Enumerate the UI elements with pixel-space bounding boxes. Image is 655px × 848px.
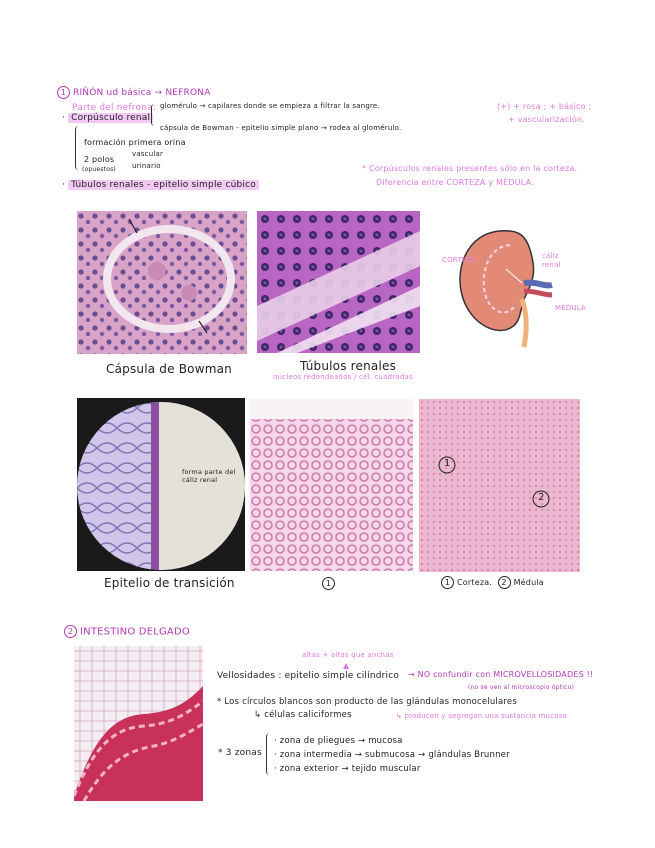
- section-1-number: 1: [57, 86, 70, 99]
- vell-note-text: NO confundir con MICROVELLOSIDADES !!: [417, 670, 594, 679]
- polo-urinario: urinario: [132, 162, 161, 170]
- caption-tubulos: Túbulos renales: [300, 359, 397, 373]
- caliciformes-note: ↳ producen y segregan una sustancia mucosa.: [396, 712, 570, 720]
- vellosidades-line: Vellosidades : epitelio simple cilíndrico: [217, 671, 400, 681]
- corpusculo-brace: [151, 104, 158, 126]
- kidney-label-caliz: cáliz renal: [542, 252, 561, 269]
- caption-lowpower-num-b: 2: [498, 576, 511, 589]
- polo-vascular: vascular: [132, 150, 164, 158]
- note-right-2: + vascularización.: [508, 115, 585, 124]
- zona-1: · zona de pliegues → mucosa: [274, 736, 403, 746]
- vell-note-sub: (no se ven al microscopio óptico): [468, 684, 575, 691]
- note-mid-1: * Corpúsculos renales presentes sólo en la corteza.: [362, 164, 578, 173]
- corpusculo-label: · Corpúsculo renal: [62, 113, 153, 123]
- kidney-lowpower-micrograph: [419, 399, 580, 572]
- transitional-epithelium-micrograph: [77, 398, 245, 571]
- capsula-line: cápsula de Bowman - epitelio simple plano → rodea al glomérulo.: [160, 124, 402, 132]
- polos-label: 2 polos: [84, 155, 115, 164]
- kidney-illustration: [440, 225, 590, 350]
- section-1-title-text: RIÑÓN ud básica → NEFRONA: [73, 88, 211, 98]
- section-2-title: [64, 625, 190, 638]
- vell-note: → NO confundir con MICROVELLOSIDADES !!: [408, 670, 594, 679]
- corpusculo-text: Corpúsculo renal: [68, 113, 153, 123]
- nephron-parts-label: Parte del nefrona:: [72, 103, 157, 113]
- vell-above-note: altas + altas que anchas: [302, 651, 394, 659]
- kidney-label-corteza: CORTEZA: [442, 256, 477, 264]
- caption-transicion: Epitelio de transición: [104, 576, 235, 590]
- lowpower-mark-1: 1: [444, 458, 451, 469]
- polos-opuestos: (opuestos): [82, 166, 116, 173]
- corpusculo-branch: [75, 126, 82, 170]
- caption-cortex-number: 1: [322, 577, 335, 590]
- renal-tubules-micrograph: [257, 211, 420, 353]
- caption-lowpower: [441, 576, 544, 589]
- note-mid-2: Diferencia entre CORTEZA y MÉDULA.: [376, 178, 534, 187]
- small-intestine-micrograph: [74, 646, 203, 801]
- bowman-capsule-micrograph: [77, 211, 247, 354]
- caption-lowpower-text-b: Médula: [513, 578, 544, 587]
- tubulos-text: Túbulos renales - epitelio simple cúbico: [68, 180, 259, 190]
- section-2-number: 2: [64, 625, 77, 638]
- circulos-line: * Los círculos blancos son producto de las glándulas monocelulares: [217, 697, 517, 707]
- caption-lowpower-num-a: 1: [441, 576, 454, 589]
- formacion-orina: formación primera orina: [84, 138, 186, 147]
- tres-zonas-label: * 3 zonas: [218, 748, 262, 758]
- caption-lowpower-text-a: Corteza.: [457, 578, 493, 587]
- glomerulo-line: glomérulo → capilares donde se empieza a filtrar la sangre.: [160, 102, 380, 110]
- note-right-1: (+) + rosa ; + básico ;: [497, 102, 592, 111]
- zona-3: · zona exterior → tejido muscular: [274, 764, 421, 774]
- lowpower-mark-2: 2: [538, 492, 545, 503]
- section-1-title: [57, 86, 211, 99]
- zonas-brace: [266, 733, 273, 775]
- section-2-title-text: INTESTINO DELGADO: [80, 626, 190, 638]
- vell-above-arrow: ▲: [343, 661, 350, 670]
- cortex-micrograph: [250, 399, 413, 571]
- zona-2: · zona intermedia → submucosa → glándulas Brunner: [274, 750, 510, 760]
- tubulos-label: · Túbulos renales - epitelio simple cúbico: [62, 180, 259, 190]
- kidney-label-medula: MÉDULA: [555, 304, 587, 312]
- caption-bowman: Cápsula de Bowman: [106, 362, 232, 376]
- caliciformes-line: ↳ células caliciformes: [254, 710, 352, 720]
- transition-annot: forma parte del cáliz renal: [182, 468, 236, 484]
- caption-cortex: [322, 576, 338, 590]
- caption-tubulos-sub: núcleos redondeados / cél. cuadradas: [273, 373, 413, 381]
